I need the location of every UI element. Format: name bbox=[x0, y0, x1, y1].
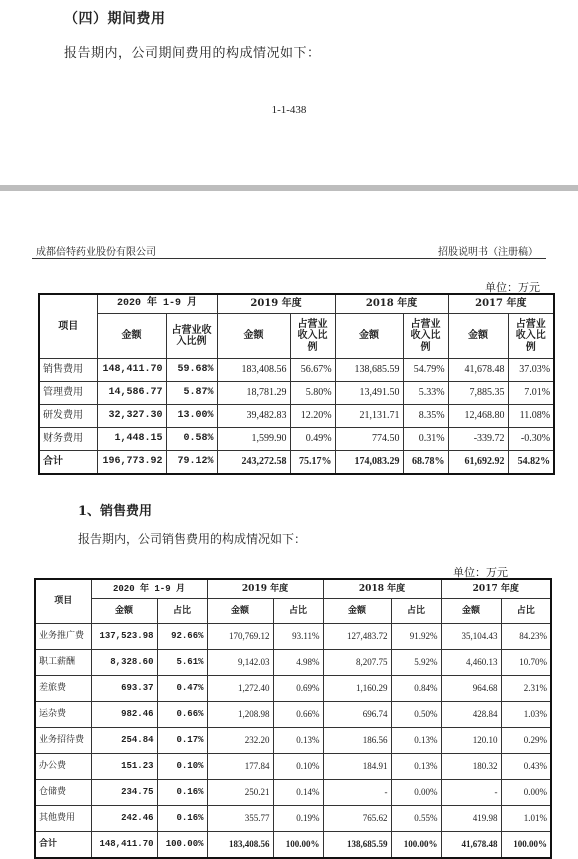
period-header: 2019 年度 bbox=[207, 579, 323, 599]
ratio-cell: 100.00% bbox=[391, 832, 441, 859]
ratio-cell: 0.49% bbox=[290, 428, 335, 451]
amount-cell: 137,523.98 bbox=[91, 624, 157, 650]
table-row bbox=[35, 624, 551, 650]
ratio-cell: 0.50% bbox=[391, 702, 441, 728]
amount-cell: 232.20 bbox=[207, 728, 273, 754]
ratio-cell: 0.58% bbox=[166, 428, 217, 451]
amount-cell: 35,104.43 bbox=[441, 624, 501, 650]
amount-cell: 21,131.71 bbox=[335, 405, 403, 428]
ratio-cell: 0.13% bbox=[391, 728, 441, 754]
amount-cell: 12,468.80 bbox=[448, 405, 508, 428]
table-row bbox=[39, 428, 554, 451]
section-heading: （四）期间费用 bbox=[64, 11, 166, 27]
amount-cell: 138,685.59 bbox=[323, 832, 391, 859]
ratio-cell: 1.01% bbox=[501, 806, 551, 832]
table1-unit-label: 单位：万元 bbox=[485, 281, 540, 294]
period-header: 2020 年 1-9 月 bbox=[91, 579, 207, 599]
ratio-cell: 56.67% bbox=[290, 359, 335, 382]
amount-cell: 982.46 bbox=[91, 702, 157, 728]
amount-cell: 180.32 bbox=[441, 754, 501, 780]
amount-cell: 964.68 bbox=[441, 676, 501, 702]
ratio-header: 占营业收入比例 bbox=[166, 314, 217, 359]
ratio-cell: 0.47% bbox=[157, 676, 207, 702]
amount-header: 金额 bbox=[441, 599, 501, 624]
ratio-header: 占营业收入比例 bbox=[508, 314, 554, 359]
ratio-header: 占比 bbox=[157, 599, 207, 624]
ratio-cell: 0.43% bbox=[501, 754, 551, 780]
ratio-header: 占营业收入比例 bbox=[290, 314, 335, 359]
ratio-cell: 0.84% bbox=[391, 676, 441, 702]
amount-cell: - bbox=[441, 780, 501, 806]
ratio-cell: 11.08% bbox=[508, 405, 554, 428]
amount-cell: 7,885.35 bbox=[448, 382, 508, 405]
amount-cell: 127,483.72 bbox=[323, 624, 391, 650]
ratio-cell: 100.00% bbox=[157, 832, 207, 859]
ratio-cell: 5.87% bbox=[166, 382, 217, 405]
ratio-cell: 54.82% bbox=[508, 451, 554, 475]
row-label: 仓储费 bbox=[35, 780, 91, 806]
period-header: 2018 年度 bbox=[323, 579, 441, 599]
ratio-cell: 0.00% bbox=[391, 780, 441, 806]
amount-cell: 196,773.92 bbox=[97, 451, 166, 475]
row-label: 差旅费 bbox=[35, 676, 91, 702]
ratio-cell: 100.00% bbox=[273, 832, 323, 859]
amount-cell: 13,491.50 bbox=[335, 382, 403, 405]
table-row bbox=[35, 676, 551, 702]
row-label: 销售费用 bbox=[39, 359, 97, 382]
ratio-cell: 2.31% bbox=[501, 676, 551, 702]
table-row bbox=[35, 780, 551, 806]
ratio-cell: 0.13% bbox=[391, 754, 441, 780]
amount-cell: 355.77 bbox=[207, 806, 273, 832]
ratio-cell: 100.00% bbox=[501, 832, 551, 859]
amount-cell: 8,328.60 bbox=[91, 650, 157, 676]
table-row bbox=[35, 702, 551, 728]
row-label: 研发费用 bbox=[39, 405, 97, 428]
ratio-cell: 7.01% bbox=[508, 382, 554, 405]
ratio-cell: 0.10% bbox=[157, 754, 207, 780]
amount-cell: 41,678.48 bbox=[441, 832, 501, 859]
ratio-cell: 10.70% bbox=[501, 650, 551, 676]
amount-cell: 1,599.90 bbox=[217, 428, 290, 451]
amount-header: 金额 bbox=[448, 314, 508, 359]
item-header: 项目 bbox=[35, 579, 91, 624]
row-label: 业务推广费 bbox=[35, 624, 91, 650]
table-row bbox=[35, 806, 551, 832]
amount-cell: 186.56 bbox=[323, 728, 391, 754]
ratio-cell: 13.00% bbox=[166, 405, 217, 428]
ratio-cell: 0.16% bbox=[157, 806, 207, 832]
ratio-cell: 0.55% bbox=[391, 806, 441, 832]
subsection-heading: 1、销售费用 bbox=[78, 504, 153, 519]
row-label: 运杂费 bbox=[35, 702, 91, 728]
amount-cell: 41,678.48 bbox=[448, 359, 508, 382]
ratio-cell: 0.66% bbox=[273, 702, 323, 728]
item-header: 项目 bbox=[39, 294, 97, 359]
ratio-cell: 0.16% bbox=[157, 780, 207, 806]
period-expenses-table bbox=[38, 293, 555, 475]
ratio-cell: 54.79% bbox=[403, 359, 448, 382]
amount-cell: 14,586.77 bbox=[97, 382, 166, 405]
ratio-cell: 84.23% bbox=[501, 624, 551, 650]
ratio-cell: 68.78% bbox=[403, 451, 448, 475]
ratio-header: 占比 bbox=[391, 599, 441, 624]
ratio-cell: 5.80% bbox=[290, 382, 335, 405]
amount-header: 金额 bbox=[97, 314, 166, 359]
ratio-header: 占营业收入比例 bbox=[403, 314, 448, 359]
amount-cell: - bbox=[323, 780, 391, 806]
ratio-cell: 59.68% bbox=[166, 359, 217, 382]
ratio-cell: 75.17% bbox=[290, 451, 335, 475]
ratio-cell: 0.10% bbox=[273, 754, 323, 780]
amount-cell: 234.75 bbox=[91, 780, 157, 806]
amount-cell: 39,482.83 bbox=[217, 405, 290, 428]
amount-header: 金额 bbox=[335, 314, 403, 359]
amount-cell: 61,692.92 bbox=[448, 451, 508, 475]
row-label: 财务费用 bbox=[39, 428, 97, 451]
ratio-header: 占比 bbox=[501, 599, 551, 624]
table-row bbox=[39, 359, 554, 382]
ratio-cell: 79.12% bbox=[166, 451, 217, 475]
header-document-title: 招股说明书（注册稿） bbox=[438, 247, 538, 258]
table-row bbox=[35, 650, 551, 676]
table-row bbox=[35, 728, 551, 754]
period-header: 2017 年度 bbox=[448, 294, 554, 314]
amount-cell: 693.37 bbox=[91, 676, 157, 702]
amount-cell: 120.10 bbox=[441, 728, 501, 754]
ratio-cell: 8.35% bbox=[403, 405, 448, 428]
amount-cell: -339.72 bbox=[448, 428, 508, 451]
ratio-cell: 0.14% bbox=[273, 780, 323, 806]
amount-cell: 250.21 bbox=[207, 780, 273, 806]
amount-cell: 183,408.56 bbox=[207, 832, 273, 859]
ratio-cell: 0.69% bbox=[273, 676, 323, 702]
amount-cell: 148,411.70 bbox=[97, 359, 166, 382]
amount-cell: 774.50 bbox=[335, 428, 403, 451]
amount-cell: 184.91 bbox=[323, 754, 391, 780]
table2-unit-label: 单位：万元 bbox=[453, 566, 508, 579]
amount-cell: 1,160.29 bbox=[323, 676, 391, 702]
page-break-divider bbox=[0, 185, 578, 191]
ratio-cell: 1.03% bbox=[501, 702, 551, 728]
ratio-cell: 0.31% bbox=[403, 428, 448, 451]
amount-cell: 1,448.15 bbox=[97, 428, 166, 451]
total-row bbox=[39, 451, 554, 475]
amount-cell: 1,272.40 bbox=[207, 676, 273, 702]
sales-expenses-table bbox=[34, 578, 552, 859]
amount-header: 金额 bbox=[207, 599, 273, 624]
amount-cell: 151.23 bbox=[91, 754, 157, 780]
period-header: 2020 年 1-9 月 bbox=[97, 294, 217, 314]
ratio-cell: 0.00% bbox=[501, 780, 551, 806]
row-label: 职工薪酬 bbox=[35, 650, 91, 676]
ratio-cell: 5.33% bbox=[403, 382, 448, 405]
table-row bbox=[39, 405, 554, 428]
amount-cell: 242.46 bbox=[91, 806, 157, 832]
amount-cell: 428.84 bbox=[441, 702, 501, 728]
ratio-cell: 0.29% bbox=[501, 728, 551, 754]
amount-cell: 1,208.98 bbox=[207, 702, 273, 728]
ratio-cell: 0.66% bbox=[157, 702, 207, 728]
period-header: 2019 年度 bbox=[217, 294, 335, 314]
ratio-cell: 0.17% bbox=[157, 728, 207, 754]
amount-cell: 254.84 bbox=[91, 728, 157, 754]
amount-cell: 4,460.13 bbox=[441, 650, 501, 676]
ratio-cell: -0.30% bbox=[508, 428, 554, 451]
header-rule bbox=[32, 258, 546, 259]
amount-cell: 18,781.29 bbox=[217, 382, 290, 405]
row-label: 业务招待费 bbox=[35, 728, 91, 754]
amount-cell: 243,272.58 bbox=[217, 451, 290, 475]
ratio-cell: 91.92% bbox=[391, 624, 441, 650]
amount-header: 金额 bbox=[323, 599, 391, 624]
amount-cell: 696.74 bbox=[323, 702, 391, 728]
ratio-cell: 5.92% bbox=[391, 650, 441, 676]
ratio-cell: 93.11% bbox=[273, 624, 323, 650]
amount-cell: 8,207.75 bbox=[323, 650, 391, 676]
row-label: 办公费 bbox=[35, 754, 91, 780]
ratio-cell: 5.61% bbox=[157, 650, 207, 676]
ratio-cell: 4.98% bbox=[273, 650, 323, 676]
row-label: 管理费用 bbox=[39, 382, 97, 405]
row-label: 合计 bbox=[39, 451, 97, 475]
ratio-cell: 37.03% bbox=[508, 359, 554, 382]
row-label: 其他费用 bbox=[35, 806, 91, 832]
amount-header: 金额 bbox=[91, 599, 157, 624]
intro-text-sales-expenses: 报告期内，公司销售费用的构成情况如下： bbox=[78, 532, 307, 546]
amount-cell: 9,142.03 bbox=[207, 650, 273, 676]
ratio-cell: 12.20% bbox=[290, 405, 335, 428]
header-company-name: 成都倍特药业股份有限公司 bbox=[36, 247, 156, 258]
amount-cell: 138,685.59 bbox=[335, 359, 403, 382]
ratio-cell: 0.19% bbox=[273, 806, 323, 832]
amount-cell: 32,327.30 bbox=[97, 405, 166, 428]
intro-text-period-expenses: 报告期内，公司期间费用的构成情况如下： bbox=[64, 46, 321, 61]
amount-cell: 177.84 bbox=[207, 754, 273, 780]
amount-header: 金额 bbox=[217, 314, 290, 359]
amount-cell: 170,769.12 bbox=[207, 624, 273, 650]
amount-cell: 174,083.29 bbox=[335, 451, 403, 475]
period-header: 2018 年度 bbox=[335, 294, 448, 314]
ratio-cell: 0.13% bbox=[273, 728, 323, 754]
table-row bbox=[35, 754, 551, 780]
total-row bbox=[35, 832, 551, 859]
table-row bbox=[39, 382, 554, 405]
ratio-header: 占比 bbox=[273, 599, 323, 624]
ratio-cell: 92.66% bbox=[157, 624, 207, 650]
amount-cell: 765.62 bbox=[323, 806, 391, 832]
page-number: 1-1-438 bbox=[271, 104, 307, 116]
amount-cell: 183,408.56 bbox=[217, 359, 290, 382]
period-header: 2017 年度 bbox=[441, 579, 551, 599]
amount-cell: 419.98 bbox=[441, 806, 501, 832]
amount-cell: 148,411.70 bbox=[91, 832, 157, 859]
row-label: 合计 bbox=[35, 832, 91, 859]
